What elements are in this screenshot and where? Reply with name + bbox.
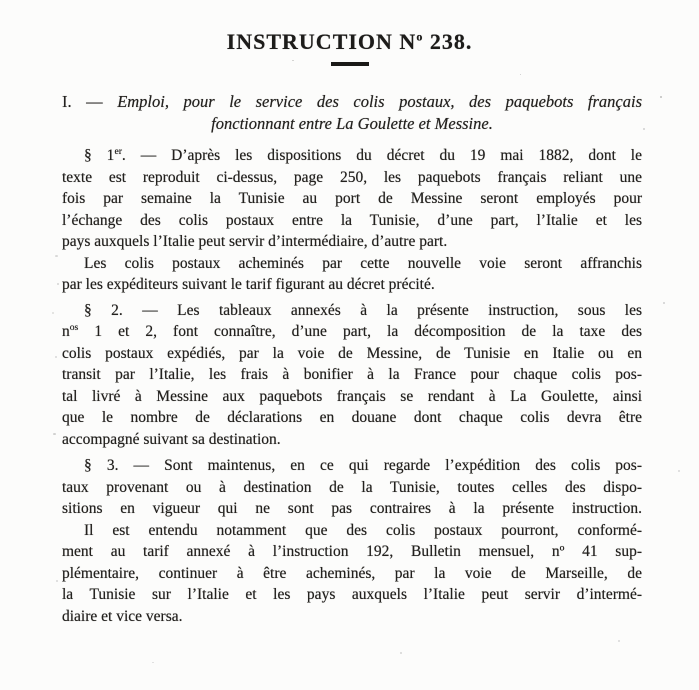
paragraph-4 [62, 455, 642, 520]
text-line: que le nombre de déclarations en douane dont chaque colis devra être [62, 409, 642, 426]
text-line: transit par l’Italie, les frais à bonifier à la France pour chaque colis pos- [62, 366, 642, 383]
scan-noise-speck [55, 356, 57, 358]
text-line: diaire et vice versa. [62, 607, 183, 625]
scan-noise-speck [57, 283, 59, 285]
line-text: 1 et 2, font connaître, d’une part, la décomposition de la taxe des [78, 323, 642, 340]
scan-noise-speck [660, 96, 662, 98]
scan-noise-speck [55, 255, 58, 257]
text-line: l’échange des colis postaux entre la Tunisie, d’une part, l’Italie et les [62, 211, 642, 229]
title-text: INSTRUCTION N [226, 29, 417, 54]
text-line: Il est entendu notamment que des colis postaux pourront, conformé- [84, 521, 642, 539]
text-line: la Tunisie sur l’Italie et les pays auxquels l’Italie peut servir d’intermé- [62, 586, 642, 603]
text-line: sitions en vigueur qui ne sont pas contraires à la présente instruction. [62, 500, 642, 517]
text-line: tal livré à Messine aux paquebots français se rendant à La Goulette, ainsi [62, 387, 642, 405]
scan-noise-speck [400, 652, 402, 654]
document-title [0, 29, 699, 55]
text-line: pays auxquels l’Italie peut servir d’intermédiaire, d’autre part. [62, 233, 448, 250]
title-ordinal: o [416, 29, 424, 44]
paragraph-5 [62, 520, 642, 628]
scan-noise-speck [52, 312, 54, 314]
section-heading-text1: Emploi, pour le service des colis postaux, des paquebots français [117, 92, 643, 111]
text-line: ment au tarif annexé à l’instruction 192, Bulletin mensuel, nº 41 sup- [62, 543, 642, 560]
line-text: § 1 [84, 147, 115, 164]
section-heading [62, 91, 642, 135]
scan-noise-speck [663, 302, 665, 304]
text-line: § 2. — Les tableaux annexés à la présente instruction, sous les [84, 301, 642, 319]
paragraph-2 [62, 253, 642, 296]
scan-noise-speck [520, 74, 521, 75]
text-line: colis postaux expédiés, par la voie de Messine, de Tunisie en Italie ou en [62, 344, 642, 362]
line-text: n [62, 323, 70, 340]
paragraph-1 [62, 145, 642, 253]
text-line: Les colis postaux acheminés par cette nouvelle voie seront affranchis [84, 254, 642, 272]
line-text: . — D’après les dispositions du décret du 19 mai 1882, dont le [121, 147, 642, 164]
superscript: os [69, 321, 79, 333]
scan-noise-speck [152, 662, 154, 663]
scan-noise-speck [53, 433, 56, 435]
title-divider-rule [331, 62, 369, 66]
scan-noise-speck [678, 470, 680, 472]
superscript: er [114, 145, 122, 157]
text-line: § 3. — Sont maintenus, en ce qui regarde l’expédition des colis pos- [84, 457, 642, 474]
text-line: plémentaire, continuer à être acheminés, par la voie de Marseille, de [62, 564, 642, 582]
section-numeral: I. — [62, 92, 103, 111]
title-number: 238. [429, 29, 473, 54]
text-line: fois par semaine la Tunisie au port de Messine seront employés pour [62, 190, 642, 207]
document-body [62, 145, 642, 627]
section-heading-line2 [62, 113, 642, 135]
text-line: par les expéditeurs suivant le tarif figurant au décret précité. [62, 276, 435, 293]
text-line: accompagné suivant sa destination. [62, 430, 281, 448]
scan-noise-speck [292, 60, 294, 61]
text-line: texte est reproduit ci-dessus, page 250, les paquebots français reliant une [62, 168, 642, 186]
section-heading-line1 [62, 91, 642, 113]
text-line: taux provenant ou à destination de la Tunisie, toutes celles des dispo- [62, 478, 642, 496]
scan-noise-speck [618, 640, 620, 642]
text-line [62, 321, 642, 343]
section-heading-text2: fonctionnant entre La Goulette et Messine. [211, 114, 493, 133]
scan-noise-speck [643, 128, 645, 130]
scan-noise-speck [56, 580, 58, 582]
text-line [62, 145, 642, 167]
paragraph-3 [62, 300, 642, 451]
